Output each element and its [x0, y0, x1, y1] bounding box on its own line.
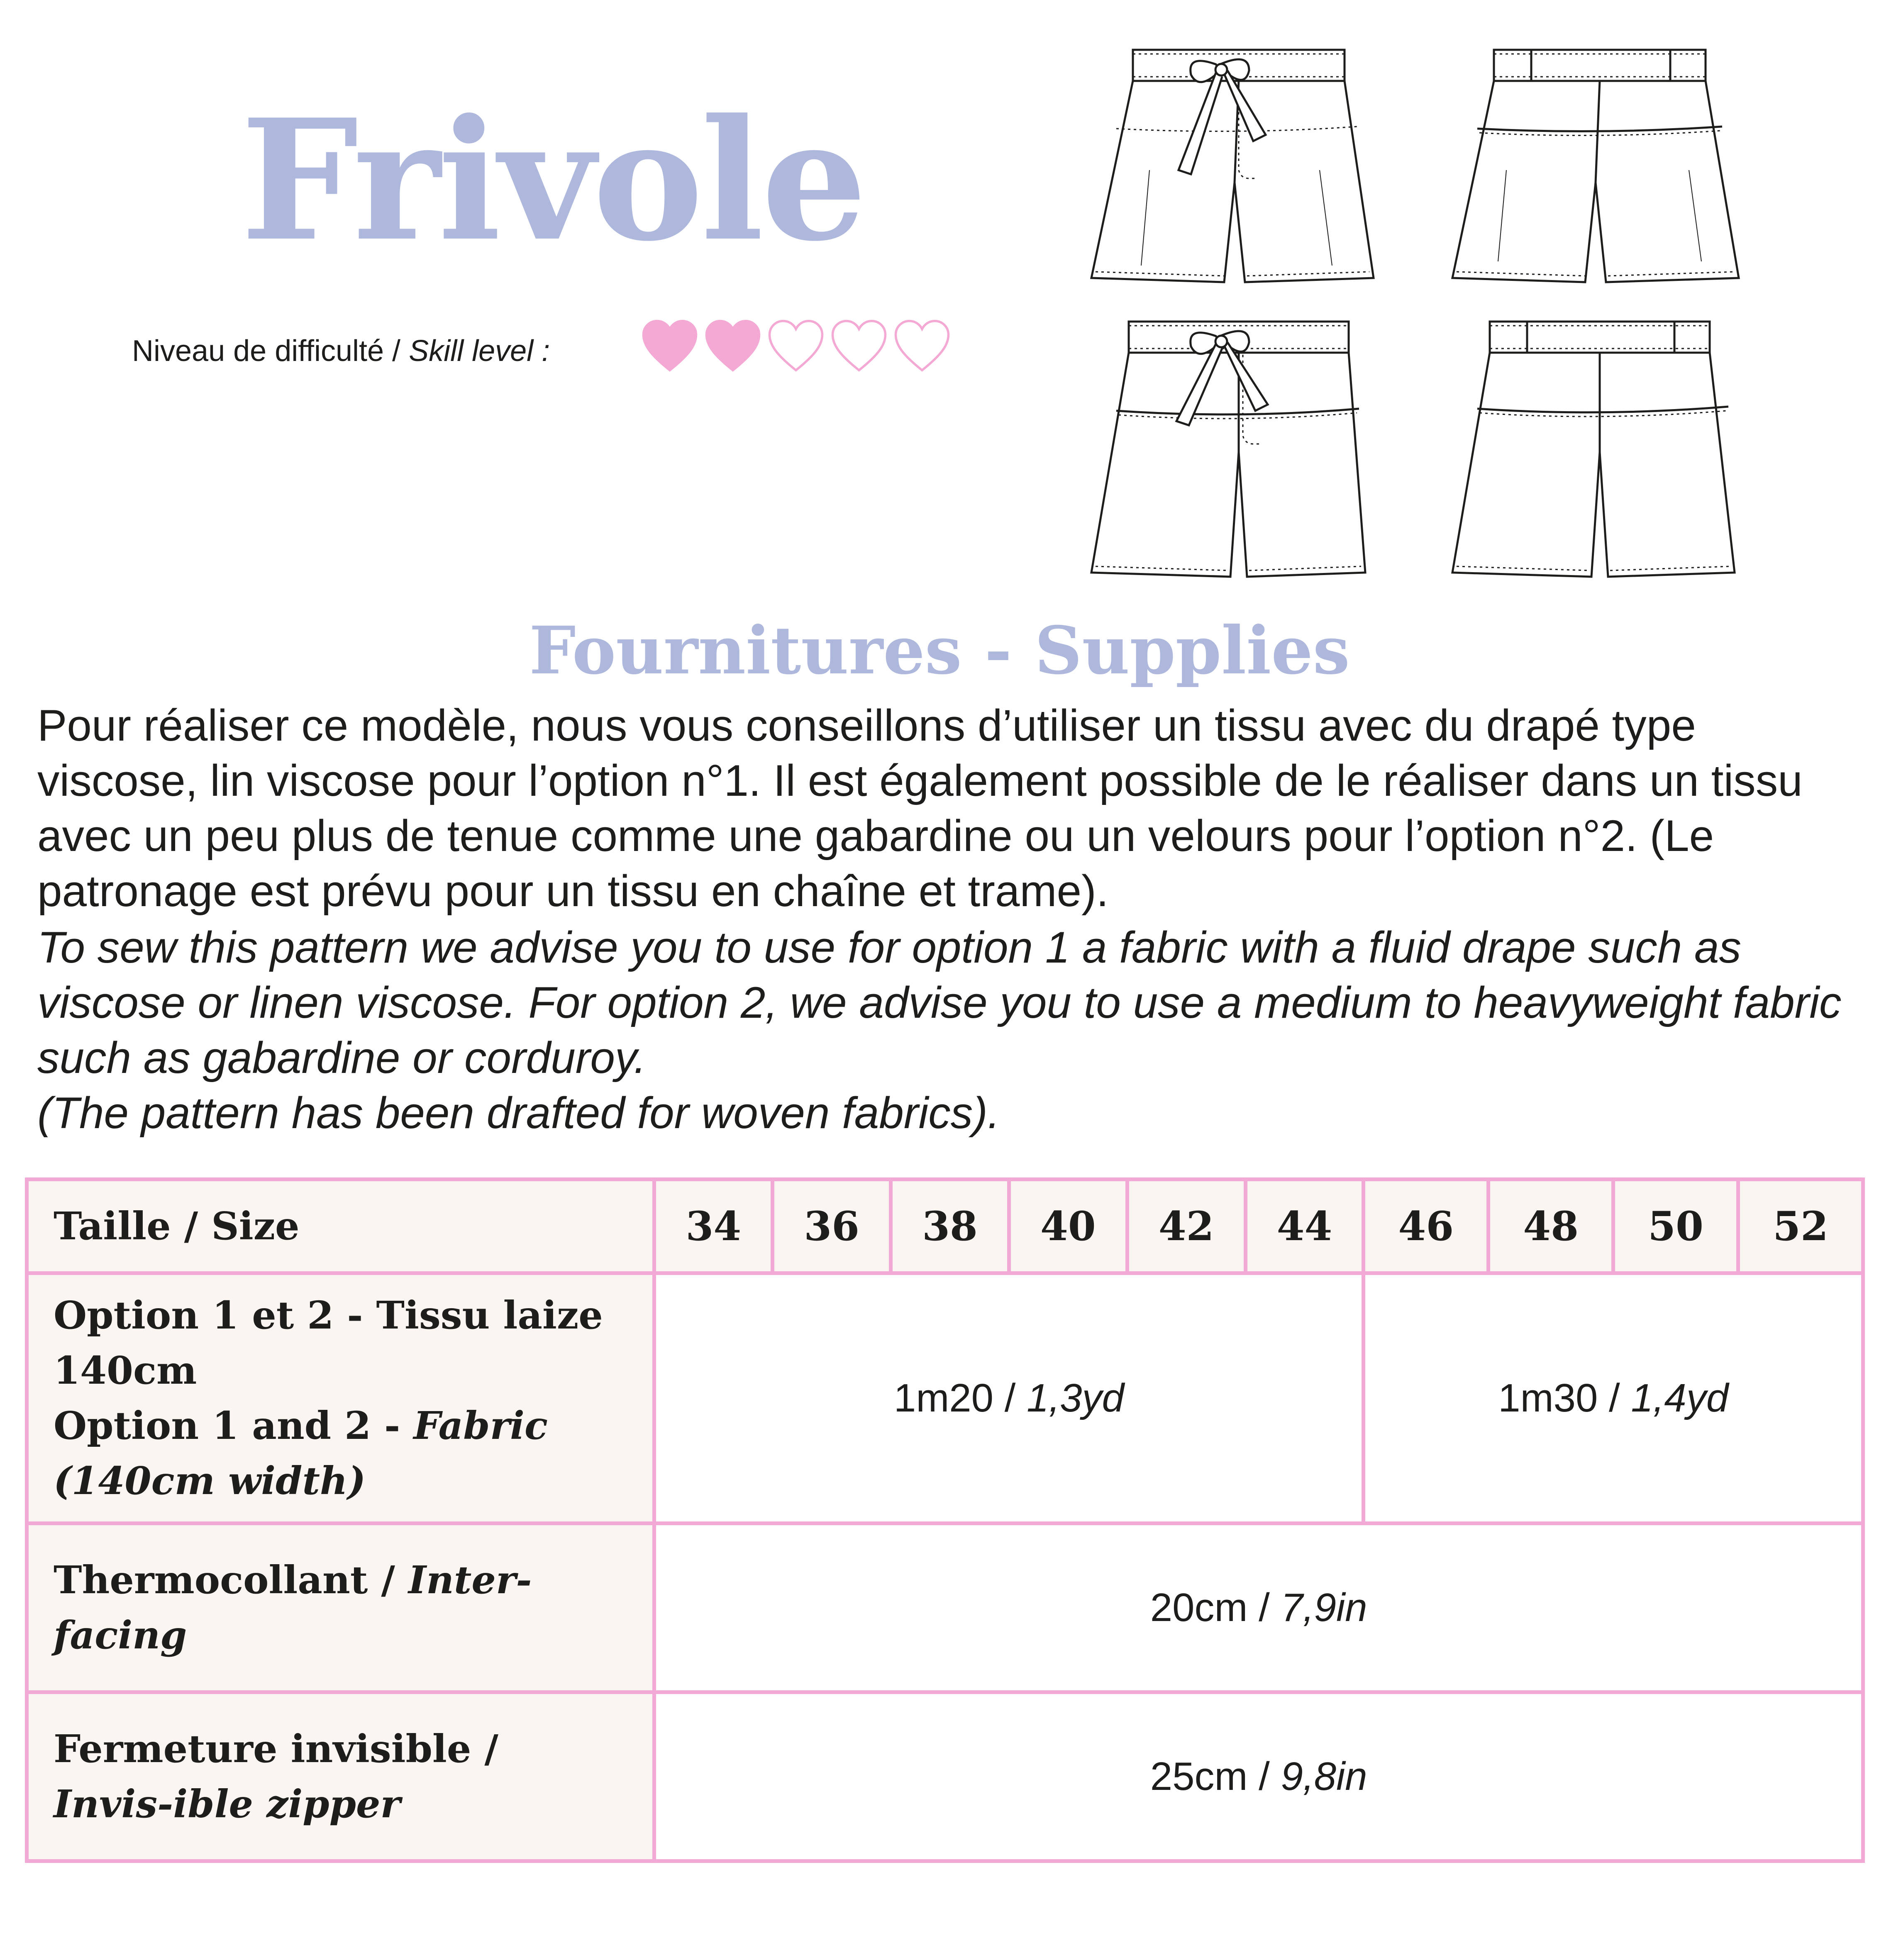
supplies-paragraph-fr: Pour réaliser ce modèle, nous vous conseillons d’utiliser un tissu avec du drapé type viscose, lin viscose pour l’option n°1. Il est également possible de le réaliser dans un tissu avec un peu plus de tenue comme une gabardine ou un velours pour l’option n°2. (Le patronage est prévu pour un tissu en chaîne et trame).	[37, 700, 1803, 916]
size-34: 34	[654, 1180, 773, 1273]
supplies-table	[25, 1177, 1865, 1863]
skill-label-en: Skill level :	[409, 334, 550, 368]
heart-outline-icon	[893, 319, 951, 373]
fabric-label-en: Option 1 and 2 -	[54, 1403, 414, 1448]
size-40: 40	[1009, 1180, 1127, 1273]
fabric-label	[27, 1273, 654, 1524]
size-36: 36	[773, 1180, 891, 1273]
interfacing-label-fr: Thermocollant /	[54, 1558, 408, 1602]
zipper-value-metric: 25cm /	[1150, 1754, 1281, 1799]
heart-filled-icon	[641, 319, 698, 373]
heart-outline-icon	[767, 319, 825, 373]
shorts-option2-front-drawing	[1083, 315, 1394, 589]
fabric-value-a-metric: 1m20 /	[893, 1376, 1027, 1421]
size-46: 46	[1364, 1180, 1489, 1273]
fabric-value-b-imperial: 1,4yd	[1631, 1376, 1729, 1421]
skill-level-label	[132, 334, 550, 368]
supplies-paragraph-en	[37, 920, 1863, 1141]
interfacing-value-imperial: 7,9in	[1281, 1585, 1367, 1630]
zipper-label-en: Invis-ible zipper	[54, 1781, 400, 1826]
heart-filled-icon	[704, 319, 761, 373]
interfacing-value	[654, 1524, 1863, 1692]
size-42: 42	[1127, 1180, 1245, 1273]
interfacing-label-en: Inter-facing	[54, 1558, 532, 1658]
supplies-heading: Fournitures - Supplies	[529, 612, 1350, 689]
size-header-label: Taille / Size	[27, 1180, 654, 1273]
table-row-fabric	[27, 1273, 1863, 1524]
size-52: 52	[1738, 1180, 1863, 1273]
fabric-value-sizes-34-44	[654, 1273, 1364, 1524]
size-44: 44	[1245, 1180, 1364, 1273]
zipper-value	[654, 1692, 1863, 1861]
shorts-option1-front-drawing	[1083, 46, 1394, 295]
table-row-zipper	[27, 1692, 1863, 1861]
zipper-value-imperial: 9,8in	[1281, 1754, 1367, 1799]
skill-label-fr: Niveau de difficulté /	[132, 334, 409, 368]
size-38: 38	[891, 1180, 1009, 1273]
supplies-paragraph-en-note: (The pattern has been drafted for woven fabrics).	[37, 1088, 1000, 1138]
heart-outline-icon	[830, 319, 888, 373]
fabric-value-sizes-46-52	[1364, 1273, 1863, 1524]
fabric-label-fr: Option 1 et 2 - Tissu laize 140cm	[54, 1293, 603, 1393]
size-48: 48	[1489, 1180, 1613, 1273]
shorts-option1-back-drawing	[1444, 46, 1755, 295]
size-header-row	[27, 1180, 1863, 1273]
shorts-option2-back-drawing	[1444, 315, 1755, 589]
size-50: 50	[1613, 1180, 1738, 1273]
interfacing-value-metric: 20cm /	[1150, 1585, 1281, 1630]
table-row-interfacing	[27, 1524, 1863, 1692]
fabric-label-en-italic: Fabric (140cm width)	[54, 1403, 548, 1504]
fabric-value-b-metric: 1m30 /	[1498, 1376, 1631, 1421]
interfacing-label	[27, 1524, 654, 1692]
fabric-value-a-imperial: 1,3yd	[1027, 1376, 1124, 1421]
zipper-label-fr: Fermeture invisible /	[54, 1726, 499, 1771]
zipper-label	[27, 1692, 654, 1861]
supplies-paragraph-en-main: To sew this pattern we advise you to use for option 1 a fabric with a fluid drape such as viscose or linen viscose. For option 2, we advise you to use a medium to heavyweight fabric such as gabardine or corduroy.	[37, 922, 1842, 1082]
skill-rating	[641, 319, 951, 373]
pattern-title: Frivole	[241, 83, 865, 278]
